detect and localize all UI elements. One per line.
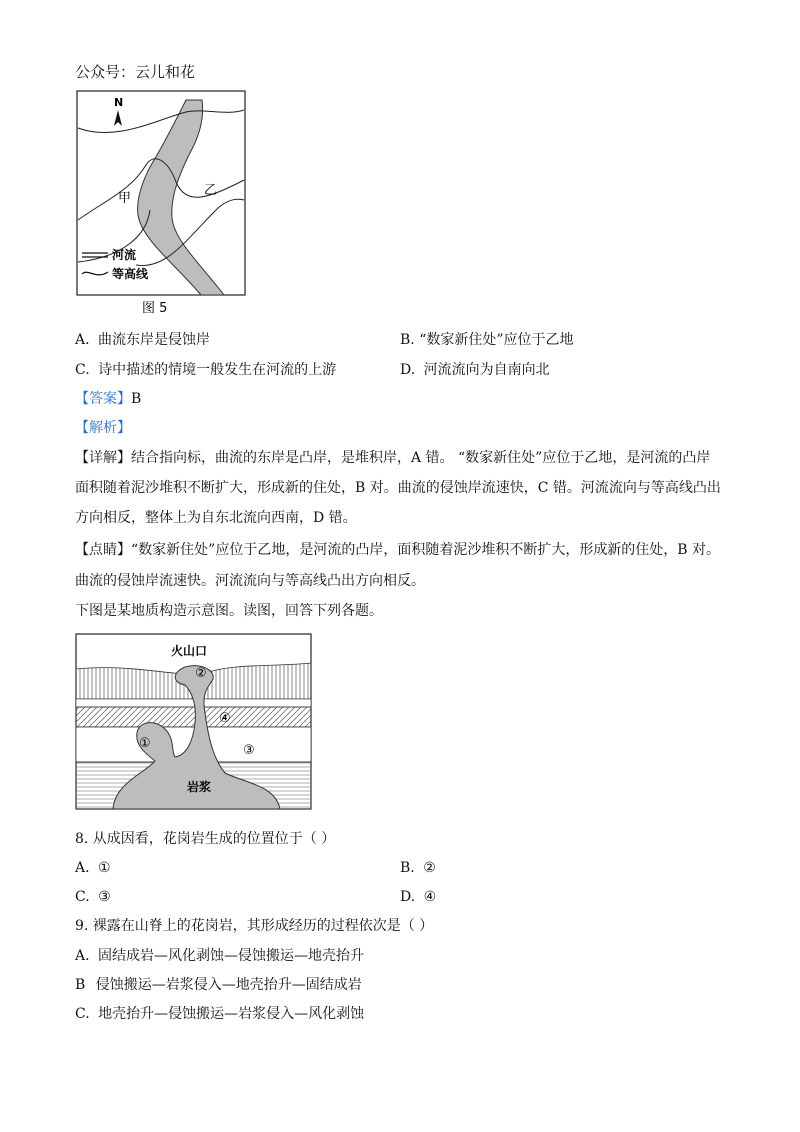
- north-label: N: [114, 96, 124, 109]
- option-key: B: [75, 977, 86, 993]
- crater-label: 火山口: [171, 644, 208, 658]
- label-3: ③: [243, 743, 255, 758]
- option-text: ②: [423, 860, 436, 876]
- option-key: A.: [75, 860, 90, 876]
- header-watermark: 公众号：云儿和花: [75, 63, 196, 81]
- figure5-caption: 图 5: [142, 301, 168, 316]
- option-text: ③: [98, 889, 111, 905]
- option-d: [400, 360, 550, 380]
- q9-stem: 9. 裸露在山脊上的花岗岩，其形成经历的过程依次是（ ）: [75, 918, 434, 934]
- option-key: C.: [75, 1006, 90, 1022]
- option-c: [75, 360, 336, 380]
- q9-option-a: [75, 946, 364, 966]
- stratum-4: [76, 707, 311, 727]
- analysis-tag: 【解析】: [75, 420, 131, 436]
- option-key: D.: [400, 889, 416, 905]
- option-b: [400, 330, 574, 350]
- option-key: C.: [75, 889, 90, 905]
- label-yi: 乙: [204, 183, 218, 198]
- option-text: 地壳抬升—侵蚀搬运—岩浆侵入—风化剥蚀: [98, 1006, 365, 1022]
- q8-stem: 8. 从成因看，花岗岩生成的位置位于（ ）: [75, 831, 336, 847]
- magma-label: 岩浆: [187, 780, 212, 794]
- detail-tag: 【详解】: [75, 450, 131, 466]
- label-jia: 甲: [118, 191, 132, 206]
- legend-contour-label: 等高线: [112, 267, 149, 281]
- label-1: ①: [139, 736, 151, 751]
- q8-option-d: [400, 887, 436, 907]
- tip-text: “数家新住处”应位于乙地，是河流的凸岸，面积随着泥沙堆积不断扩大，形成新的住处，B 对。: [131, 542, 721, 558]
- tip-line-2: 曲流的侵蚀岸流速快。河流流向与等高线凸出方向相反。: [75, 573, 425, 589]
- detail-text: 结合指向标，曲流的东岸是凸岸，是堆积岸，A 错。 “数家新住处”应位于乙地，是河流的凸岸: [131, 450, 711, 466]
- figure-5-meander-map: [76, 90, 248, 320]
- legend-river-label: 河流: [112, 248, 137, 262]
- option-text: 曲流东岸是侵蚀岸: [98, 332, 211, 348]
- q8-option-c: [75, 887, 111, 907]
- option-text: 固结成岩—风化剥蚀—侵蚀搬运—地壳抬升: [98, 948, 365, 964]
- tip-line-1: [75, 540, 720, 560]
- q8-option-b: [400, 858, 436, 878]
- option-key: C.: [75, 362, 90, 378]
- answer-tag: 【答案】: [75, 391, 131, 407]
- option-text: 侵蚀搬运—岩浆侵入—地壳抬升—固结成岩: [95, 977, 362, 993]
- option-key: B.: [400, 332, 415, 348]
- label-2: ②: [195, 666, 207, 681]
- intro-text: 下图是某地质构造示意图。读图，回答下列各题。: [75, 603, 383, 619]
- q8-option-a: [75, 858, 111, 878]
- option-text: “数家新住处”应位于乙地: [419, 332, 574, 348]
- option-text: ④: [423, 889, 437, 905]
- q9-option-b: [75, 975, 362, 995]
- option-key: B.: [400, 860, 415, 876]
- option-key: A.: [75, 332, 90, 348]
- answer-value: B: [131, 391, 142, 407]
- option-text: ①: [98, 860, 111, 876]
- label-4: ④: [219, 711, 231, 726]
- detail-line-2: 面积随着泥沙堆积不断扩大，形成新的住处，B 对。曲流的侵蚀岸流速快，C 错。河流流向与等高线凸出: [75, 480, 721, 496]
- q9-option-c: [75, 1004, 364, 1024]
- tip-tag: 【点睛】: [75, 542, 131, 558]
- figure-geologic-structure: [75, 633, 312, 811]
- option-key: A.: [75, 948, 90, 964]
- option-key: D.: [400, 362, 416, 378]
- option-text: 河流流向为自南向北: [423, 362, 550, 378]
- answer-line: [75, 389, 141, 409]
- detail-line-3: 方向相反，整体上为自东北流向西南，D 错。: [75, 510, 357, 526]
- option-text: 诗中描述的情境一般发生在河流的上游: [98, 362, 337, 378]
- detail-line-1: [75, 448, 710, 468]
- option-a: [75, 330, 210, 350]
